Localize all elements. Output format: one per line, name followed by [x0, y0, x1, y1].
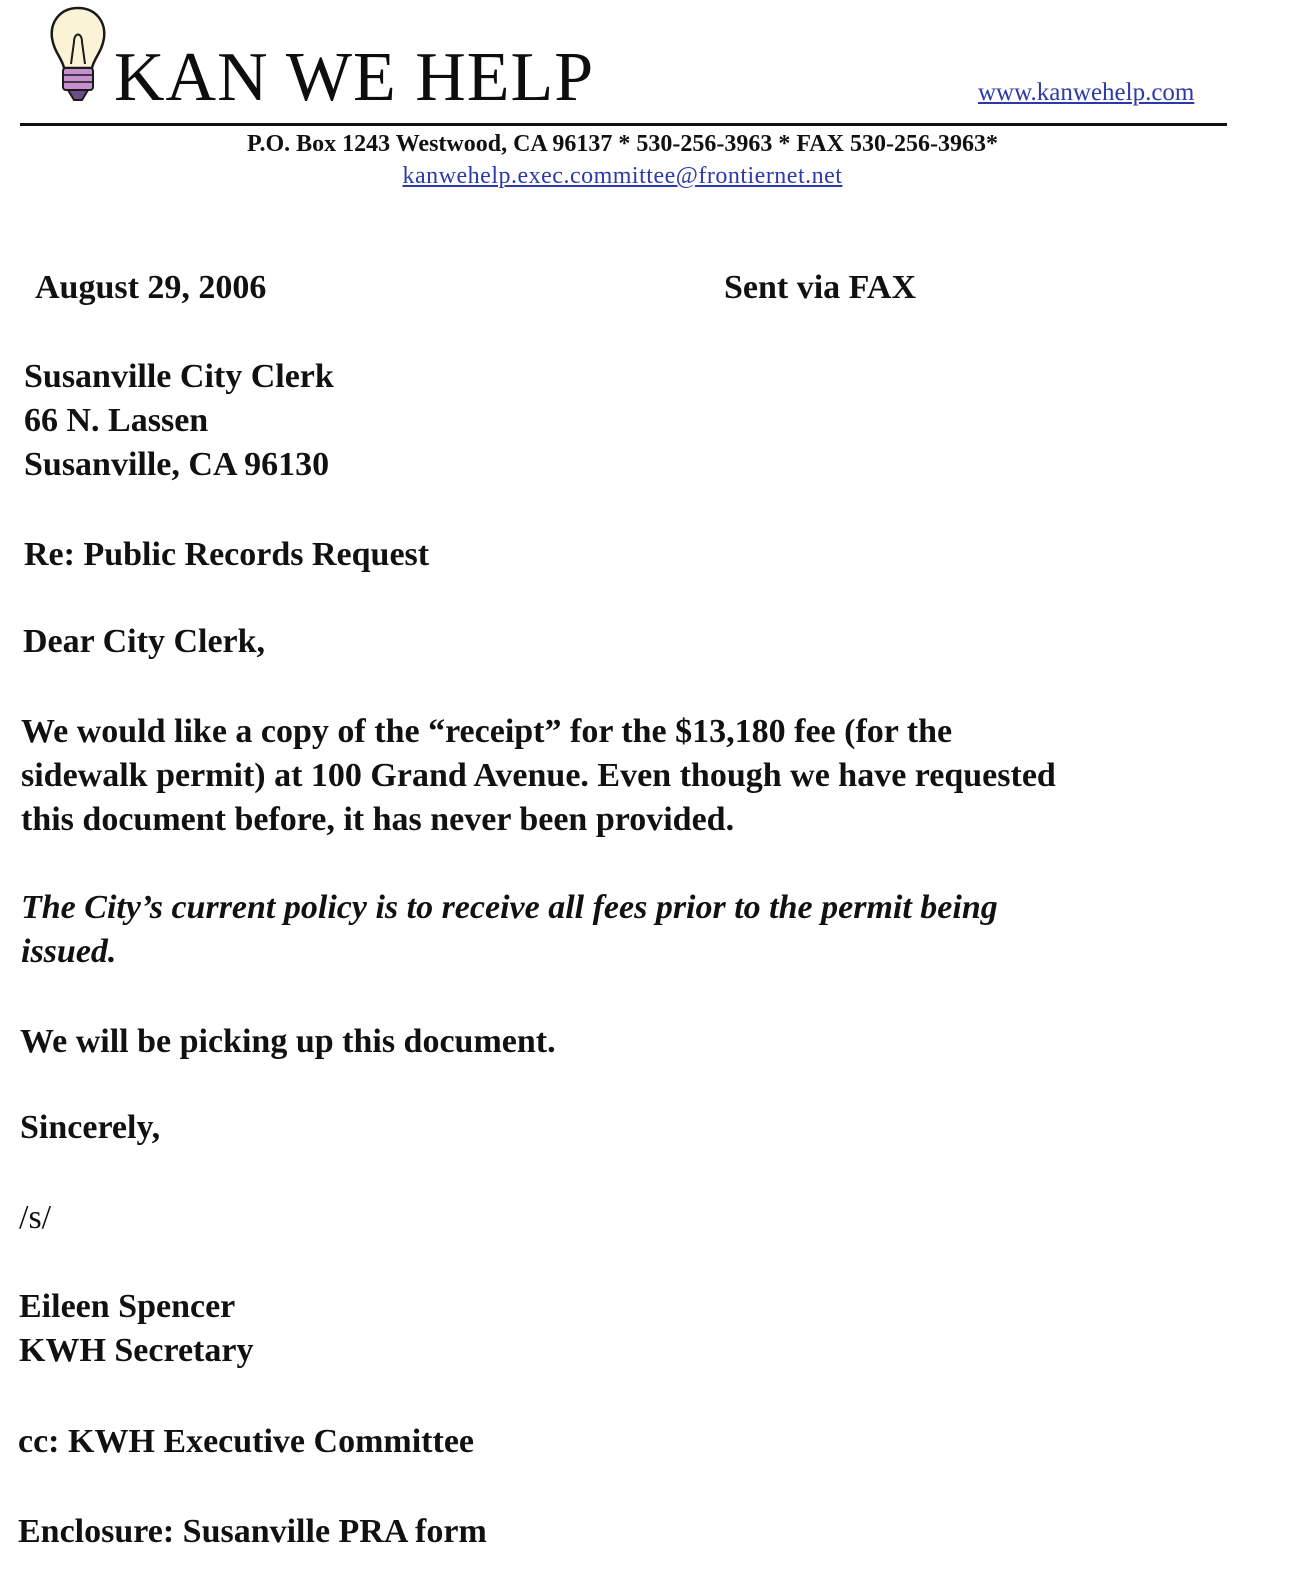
paragraph-line: The City’s current policy is to receive all fees prior to the permit being — [21, 889, 998, 926]
body-paragraph-pickup: We will be picking up this document. — [20, 1023, 556, 1060]
signer-title: KWH Secretary — [19, 1332, 254, 1369]
email-link[interactable]: kanwehelp.exec.committee@frontiernet.net — [402, 163, 843, 189]
enclosure-line: Enclosure: Susanville PRA form — [18, 1513, 487, 1550]
paragraph-line: sidewalk permit) at 100 Grand Avenue. Even though we have requested — [21, 757, 1056, 794]
contact-address: P.O. Box 1243 Westwood, CA 96137 * 530-256-3963 * FAX 530-256-3963* — [247, 131, 998, 157]
salutation: Dear City Clerk, — [23, 623, 266, 660]
header-divider — [20, 123, 1227, 126]
recipient-line: Susanville City Clerk — [24, 358, 334, 395]
paragraph-line: this document before, it has never been provided. — [21, 801, 735, 838]
closing: Sincerely, — [20, 1109, 161, 1146]
signature: /s/ — [19, 1199, 52, 1236]
signer-name: Eileen Spencer — [19, 1288, 236, 1325]
body-paragraph-request — [21, 710, 1056, 842]
recipient-address — [24, 355, 334, 487]
subject-line: Re: Public Records Request — [24, 536, 430, 573]
organization-name: KAN WE HELP — [114, 39, 595, 116]
recipient-line: Susanville, CA 96130 — [24, 446, 330, 483]
lightbulb-icon — [38, 2, 118, 108]
paragraph-line: issued. — [21, 933, 117, 970]
delivery-method: Sent via FAX — [724, 269, 917, 306]
paragraph-line: We would like a copy of the “receipt” for the $13,180 fee (for the — [21, 713, 953, 750]
recipient-line: 66 N. Lassen — [24, 402, 209, 439]
cc-line: cc: KWH Executive Committee — [18, 1423, 474, 1460]
signer-block — [19, 1285, 253, 1373]
letter-date: August 29, 2006 — [35, 269, 267, 306]
website-link[interactable]: www.kanwehelp.com — [978, 79, 1195, 106]
body-paragraph-policy — [21, 886, 998, 974]
